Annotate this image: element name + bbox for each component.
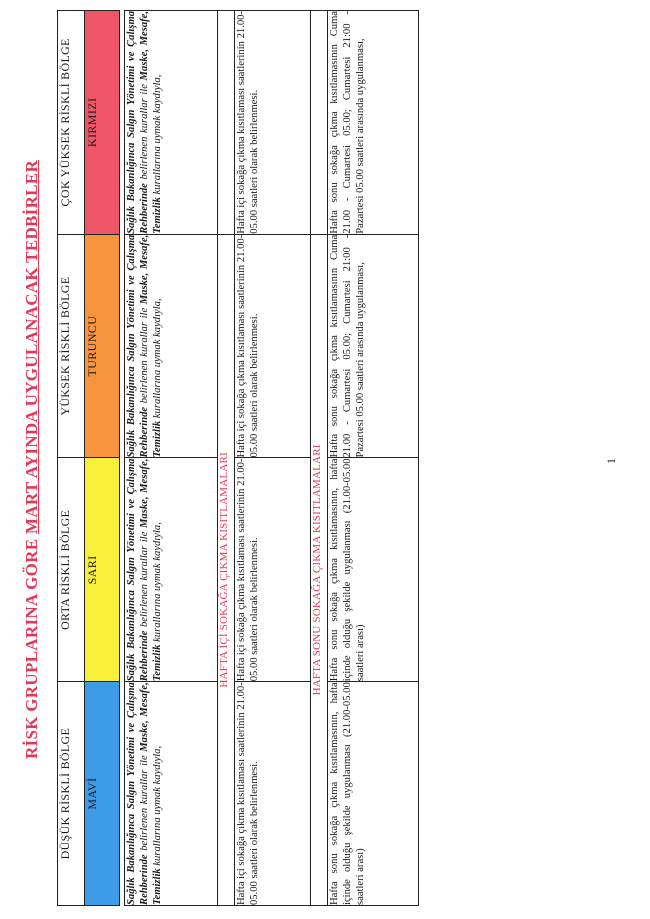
header-low-risk: DÜŞÜK RİSKLİ BÖLGE — [58, 682, 85, 906]
title-text: RİSK GRUPLARINA GÖRE — [22, 534, 41, 760]
weekend-section-title: HAFTA SONU SOKAĞA ÇIKMA KISITLAMALARI — [311, 234, 328, 905]
header-very-high-risk: ÇOK YÜKSEK RİSKLİ BÖLGE — [58, 11, 85, 235]
weekday-cell-medium: Hafta içi sokağa çıkma kısıtlaması saatlerinin 21.00-05.00 saatleri olarak belirlenmesi. — [235, 458, 311, 682]
rules-cell-high — [125, 234, 218, 458]
color-red: KIRMIZI — [85, 11, 120, 235]
weekday-cell-very-high: Hafta içi sokağa çıkma kısıtlaması saatlerinin 21.00-05.00 saatleri olarak belirlenmesi. — [235, 11, 311, 235]
rules-part-c: Maske, Mesafe, Temizlik — [139, 11, 163, 234]
rules-part-a: Sağlık Bakanlığınca Salgın Yönetimi ve Çalışma Rehberinde — [126, 11, 150, 234]
header-high-risk: YÜKSEK RİSKLİ BÖLGE — [58, 234, 85, 458]
rules-part-c: Maske, Mesafe, Temizlik — [139, 682, 163, 905]
weekday-row — [235, 11, 311, 906]
rules-part-d: kurallarına uymak kaydıyla, — [152, 522, 163, 642]
rules-part-b: belirlenen kurallar ile — [139, 531, 150, 628]
rules-cell-medium — [125, 458, 218, 682]
rules-part-d: kurallarına uymak kaydıyla, — [152, 298, 163, 419]
color-orange: TURUNCU — [85, 234, 120, 458]
header-medium-risk: ORTA RİSKLİ BÖLGE — [58, 458, 85, 682]
rules-part-d: kurallarına uymak kaydıyla, — [152, 745, 163, 866]
rules-row — [125, 11, 218, 906]
rules-part-a: Sağlık Bakanlığınca Salgın Yönetimi ve Çalışma Rehberinde — [126, 234, 150, 458]
title-underlined: MART AYINDA UYGULANACAK TEDBİRLER — [22, 159, 41, 535]
rules-part-a: Sağlık Bakanlığınca Salgın Yönetimi ve Çalışma Rehberinde — [126, 682, 150, 905]
weekend-cell-low: Hafta sonu sokağa çıkma kısıtlamasının, hafta içinde olduğu şekilde uygulanması (21.00-05.00 saatleri arası) — [328, 682, 419, 906]
color-yellow: SARI — [85, 458, 120, 682]
weekday-section-empty — [218, 11, 235, 235]
weekend-cell-medium: Hafta sonu sokağa çıkma kısıtlamasının, hafta içinde olduğu şekilde uygulanması (21.00-05.00 saatleri arası) — [328, 458, 419, 682]
rules-part-a: Sağlık Bakanlığınca Salgın Yönetimi ve Çalışma Rehberinde — [126, 458, 150, 682]
rules-part-c: Maske, Mesafe, Temizlik — [139, 458, 163, 682]
weekday-section-row — [218, 11, 235, 906]
weekend-section-empty — [311, 11, 328, 235]
risk-table — [57, 10, 419, 906]
header-row — [58, 11, 85, 906]
color-blue: MAVİ — [85, 682, 120, 906]
weekend-cell-high: Hafta sonu sokağa çıkma kısıtlamasının Cuma 21.00 - Cumartesi 05.00; Cumartesi 21:00 - Pazartesi 05.00 saatleri arasında uygulanması, — [328, 234, 419, 458]
weekday-cell-high: Hafta içi sokağa çıkma kısıtlaması saatlerinin 21.00-05.00 saatleri olarak belirlenmesi. — [235, 234, 311, 458]
rules-part-c: Maske, Mesafe, Temizlik — [139, 234, 163, 458]
rules-part-b: belirlenen kurallar ile — [139, 84, 150, 180]
page-number: 1 — [604, 458, 618, 464]
weekday-section-title: HAFTA İÇİ SOKAĞA ÇIKMA KISITLAMALARI — [218, 234, 235, 905]
rules-part-d: kurallarına uymak kaydıyla, — [152, 74, 163, 195]
weekend-cell-very-high: Hafta sonu sokağa çıkma kısıtlamasının Cuma 21.00 - Cumartesi 05.00; Cumartesi 21:00 - Pazartesi 05.00 saatleri arasında uygulanması, — [328, 11, 419, 235]
weekend-section-row — [311, 11, 328, 906]
weekday-cell-low: Hafta içi sokağa çıkma kısıtlaması saatlerinin 21.00-05.00 saatleri olarak belirlenmesi. — [235, 682, 311, 906]
rules-part-b: belirlenen kurallar ile — [139, 755, 150, 851]
page-title — [22, 8, 46, 911]
rules-cell-very-high — [125, 11, 218, 235]
color-row — [85, 11, 120, 906]
rules-cell-low — [125, 682, 218, 906]
rules-part-b: belirlenen kurallar ile — [139, 307, 150, 404]
weekend-row — [328, 11, 419, 906]
